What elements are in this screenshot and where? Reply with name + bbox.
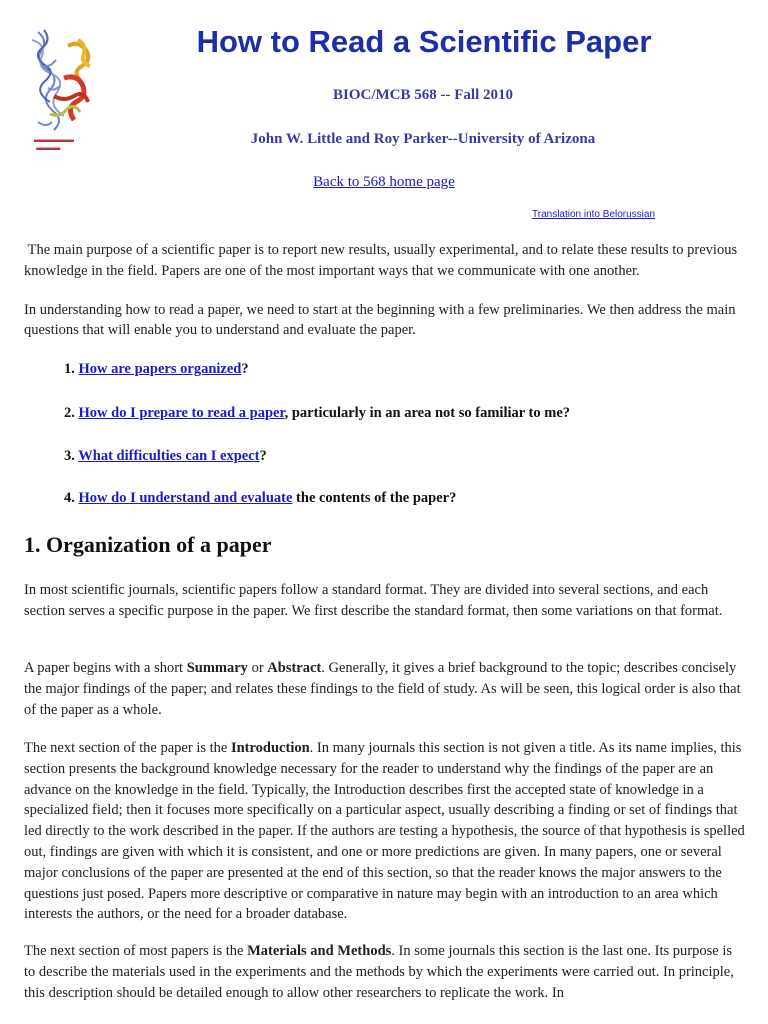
text-span: The next section of the paper is the <box>24 740 231 756</box>
home-page-link[interactable]: Back to 568 home page <box>313 174 455 190</box>
term-abstract: Abstract <box>267 660 322 676</box>
toc-number: 4. <box>64 490 75 506</box>
toc-link-organization[interactable]: How are papers organized <box>78 361 242 377</box>
toc-rest: , particularly in an area not so familiar to me? <box>284 405 571 421</box>
term-summary: Summary <box>186 660 248 676</box>
toc-rest: the contents of the paper? <box>292 490 457 506</box>
section1-paragraph-1: In most scientific journals, scientific papers follow a standard format. They are divided into several sections, and each section serves a specific purpose in the paper. We first describe the standard format, then some variations on that format. <box>24 582 723 619</box>
text-span: or <box>247 660 268 676</box>
section1-paragraph-3 <box>24 738 746 925</box>
text-span: A paper begins with a short <box>24 660 187 676</box>
toc-item <box>64 490 456 507</box>
section-heading: 1. Organization of a paper <box>24 532 272 557</box>
toc-link-evaluate[interactable]: How do I understand and evaluate <box>78 490 293 506</box>
section1-paragraph-4 <box>24 941 746 1003</box>
course-heading: BIOC/MCB 568 -- Fall 2010 <box>333 87 513 103</box>
text-span: . Generally, it gives a brief background to the topic; describes concisely the major findings of the paper; and relates these findings to the field of study. As will be seen, this logical order is also that of the paper as a whole. <box>24 660 741 718</box>
toc-item <box>64 405 570 422</box>
text-span: The next section of most papers is the <box>24 943 248 959</box>
term-introduction: Introduction <box>230 740 310 756</box>
page-title: How to Read a Scientific Paper <box>196 24 652 59</box>
toc-item <box>64 448 267 465</box>
intro-paragraph-1: The main purpose of a scientific paper is to report new results, usually experimental, and to relate these results to previous knowledge in the field. Papers are one of the most important ways that we communicate with one another. <box>24 242 741 279</box>
toc-item <box>64 361 249 378</box>
toc-number: 1. <box>64 361 75 377</box>
intro-paragraph-2: In understanding how to read a paper, we need to start at the beginning with a few preliminaries. We then address the main questions that will enable you to understand and evaluate the paper. <box>24 301 736 339</box>
term-materials-methods: Materials and Methods <box>247 943 392 959</box>
home-link-container <box>0 174 768 191</box>
section1-paragraph-2 <box>24 658 746 720</box>
toc-link-difficulties[interactable]: What difficulties can I expect <box>78 448 260 464</box>
toc-number: 3. <box>64 448 75 464</box>
translation-link[interactable]: Translation into Belorussian <box>532 209 656 220</box>
intro-section <box>24 240 744 341</box>
toc-rest: ? <box>259 448 267 464</box>
toc-link-prepare[interactable]: How do I prepare to read a paper <box>78 405 285 421</box>
text-span: . In many journals this section is not given a title. As its name implies, this section presents the background knowledge necessary for the reader to understand why the findings of the paper are an advance on the knowledge in the field. Typically, the Introduction describes first the accepted state of knowledge in a specialized field; then it focuses more specifically on a particular aspect, usually describing a finding or set of findings that led directly to the work described in the paper. If the authors are testing a hypothesis, the source of that hypothesis is spelled out, findings are given with which it is consistent, and one or more predictions are given. In many papers, one or several major conclusions of the paper are presented at the end of this section, so that the reader knows the major answers to the questions just posed. Papers more descriptive or comparative in nature may begin with an introduction to an area which interests the authors, or the need for a broader database. <box>24 740 745 923</box>
toc-number: 2. <box>64 405 75 421</box>
text-span: . In some journals this section is the last one. Its purpose is to describe the materials used in the experiments and the methods by which the experiments were carried out. In principle, this description should be detailed enough to allow other researchers to replicate the work. In <box>24 943 734 1001</box>
toc-rest: ? <box>241 361 249 377</box>
logo-caption: ▬▬▬▬▬ ▬▬▬ <box>34 135 74 152</box>
authors-heading: John W. Little and Roy Parker--University of Arizona <box>250 131 596 147</box>
